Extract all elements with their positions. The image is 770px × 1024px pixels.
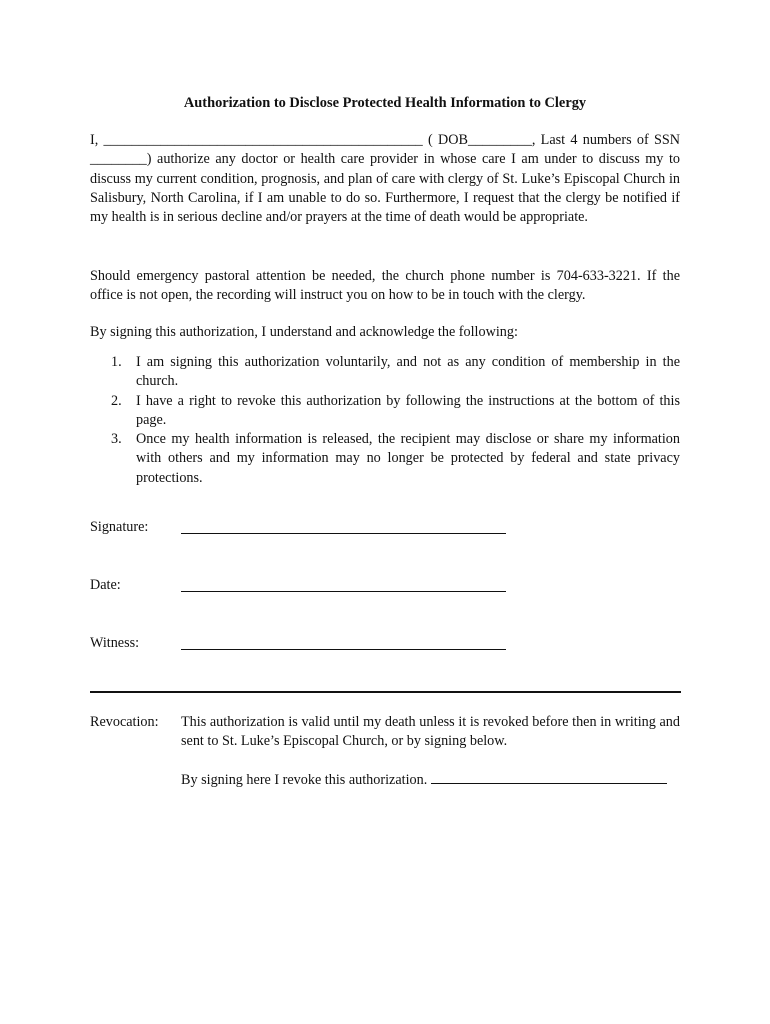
revocation-text: This authorization is valid until my death unless it is revoked before then in writing and sent to St. Luke’s Episcopal Church, or by signing below. [181,714,680,750]
acknowledgement-list [90,353,680,488]
revoke-signature-row [181,771,667,790]
signature-line[interactable] [181,533,506,534]
signature-row [90,517,510,537]
list-item-text: I have a right to revoke this authorization by following the instructions at the bottom of this page. [136,392,680,428]
witness-line[interactable] [181,649,506,650]
revoke-sign-text: By signing here I revoke this authorization. [181,772,428,788]
list-item [90,392,680,431]
form-title: Authorization to Disclose Protected Health Information to Clergy [183,95,587,111]
date-line[interactable] [181,591,506,592]
date-label: Date: [90,577,121,593]
revocation-label: Revocation: [90,714,159,730]
list-item [90,430,680,488]
list-item-number: 2. [111,392,122,409]
date-row [90,575,510,595]
intro-paragraph: I, _____________________________________________ ( DOB_________, Last 4 numbers of SSN ________) authorize any doctor or health care provider in whose care I am under to discuss my to discuss my current condition, prognosis, and plan of care with clergy of St. Luke’s Episcopal Church in Salisbury, North Carolina, if I am unable to do so. Furthermore, I request that the clergy be notified if my health is in serious decline and/or prayers at the time of death would be appropriate. [90,132,680,226]
acknowledge-intro: By signing this authorization, I understand and acknowledge the following: [90,324,518,340]
emergency-paragraph: Should emergency pastoral attention be needed, the church phone number is 704-633-3221. If the office is not open, the recording will instruct you on how to be in touch with the clergy. [90,268,680,304]
section-divider [90,691,681,693]
witness-row [90,633,510,653]
witness-label: Witness: [90,635,140,651]
list-item [90,353,680,392]
signature-label: Signature: [90,519,149,535]
list-item-number: 3. [111,431,122,448]
list-item-number: 1. [111,354,122,370]
revoke-signature-line[interactable] [431,771,667,784]
list-item-text: Once my health information is released, the recipient may disclose or share my information with others and my information may no longer be protected by federal and state privacy protections. [136,431,680,486]
list-item-text: I am signing this authorization voluntarily, and not as any condition of membership in the church. [136,354,680,390]
